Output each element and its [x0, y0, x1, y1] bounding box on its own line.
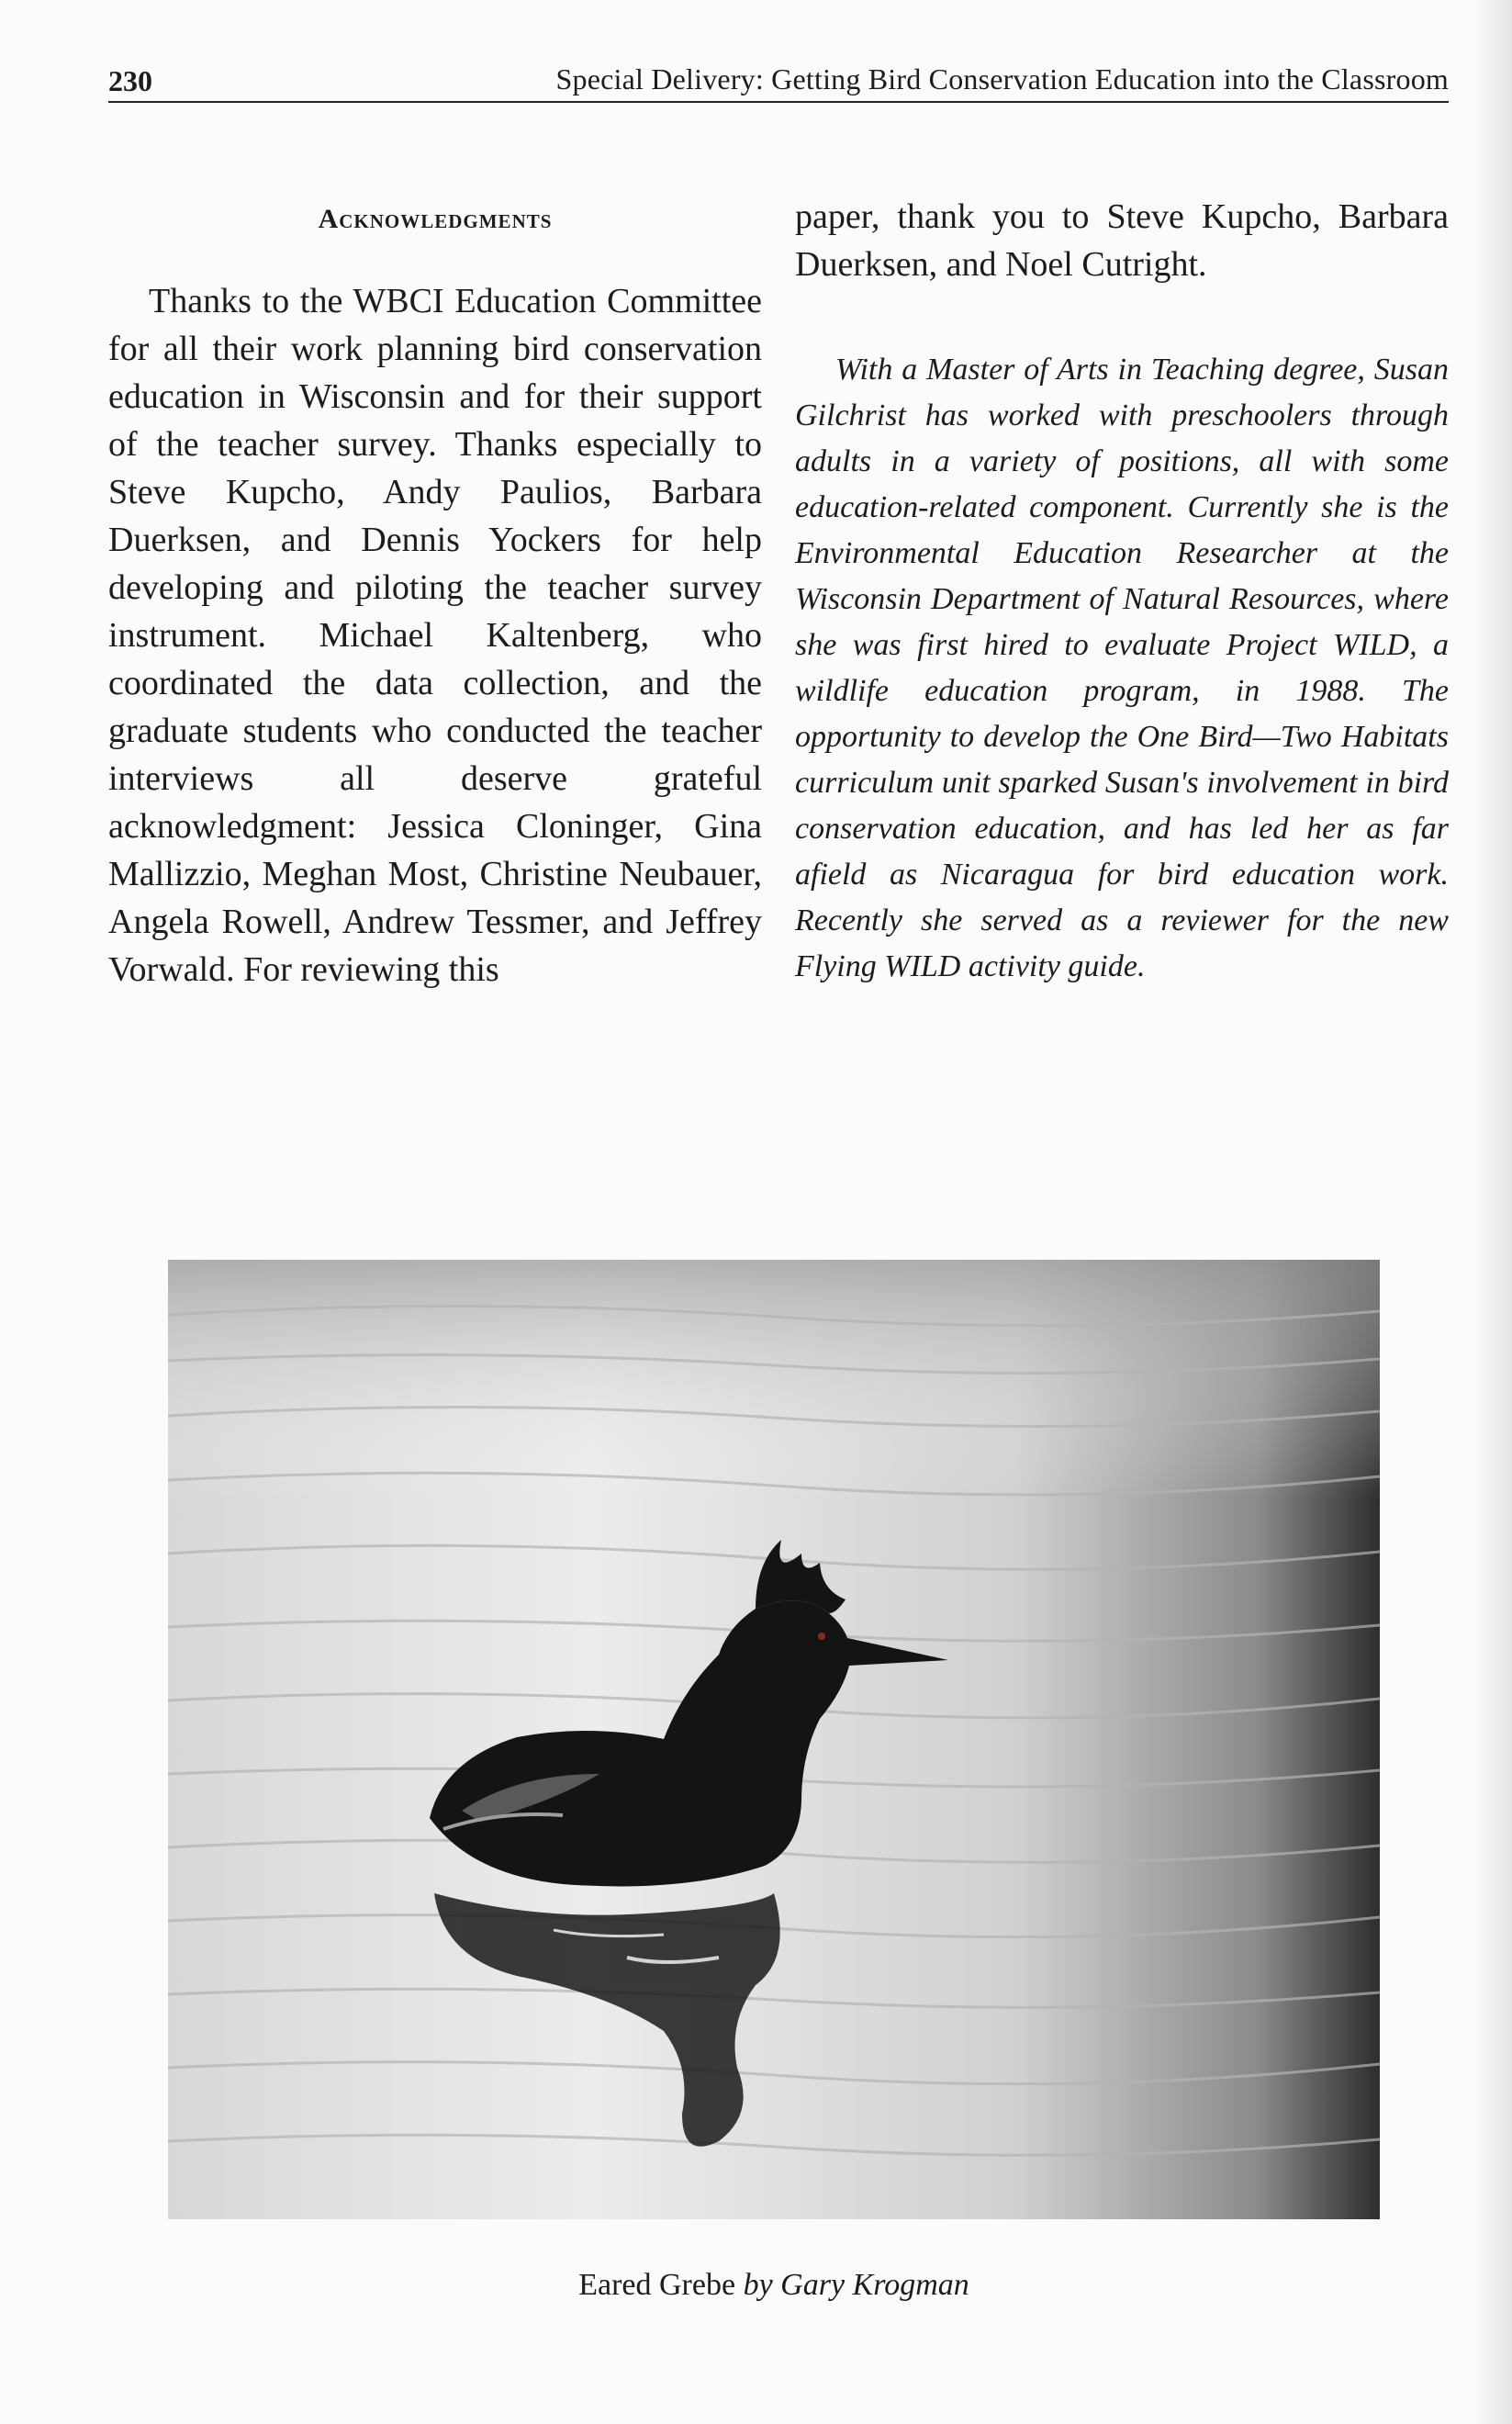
acknowledgments-heading: Acknowledgments: [318, 204, 553, 234]
right-column: [795, 193, 1449, 990]
acknowledgments-continuation: paper, thank you to Steve Kupcho, Barbara Duerksen, and Noel Cutright.: [795, 197, 1449, 284]
grebe-illustration: [168, 1260, 1380, 2219]
header-rule: [108, 101, 1449, 103]
left-column: [108, 193, 762, 993]
figure-caption: [168, 2268, 1380, 2303]
caption-by: by: [743, 2268, 773, 2302]
page-edge-shadow: [1475, 0, 1512, 2424]
caption-photographer: Gary Krogman: [780, 2268, 969, 2302]
author-bio: With a Master of Arts in Teaching degree, Susan Gilchrist has worked with preschoolers through adults in a variety of positions, all with some education-related component. Currently she is the Environmental Education Researcher at the Wisconsin Department of Natural Resources, where she was first hired to evaluate Project WILD, a wildlife education program, in 1988. The opportunity to develop the One Bird—Two Habitats curriculum unit sparked Susan's involvement in bird conservation education, and has led her as far afield as Nicaragua for bird education work. Recently she served as a reviewer for the new Flying WILD activity guide.: [795, 353, 1449, 983]
eared-grebe-photo: [168, 1260, 1380, 2219]
running-title: Special Delivery: Getting Bird Conservation Education into the Classroom: [555, 62, 1449, 95]
caption-subject: Eared Grebe: [578, 2268, 736, 2302]
page-number: 230: [108, 64, 152, 97]
acknowledgments-paragraph: Thanks to the WBCI Education Committee for all their work planning bird conservation education in Wisconsin and for their support of the teacher survey. Thanks especially to Steve Kupcho, Andy Paulios, Barbara Duerksen, and Dennis Yockers for help developing and piloting the teacher survey instrument. Michael Kaltenberg, who coordinated the data collection, and the graduate students who conducted the teacher interviews all deserve grateful acknowledgment: Jessica Cloninger, Gina Mallizzio, Meghan Most, Christine Neubauer, Angela Rowell, Andrew Tessmer, and Jeffrey Vorwald. For reviewing this: [108, 282, 762, 989]
